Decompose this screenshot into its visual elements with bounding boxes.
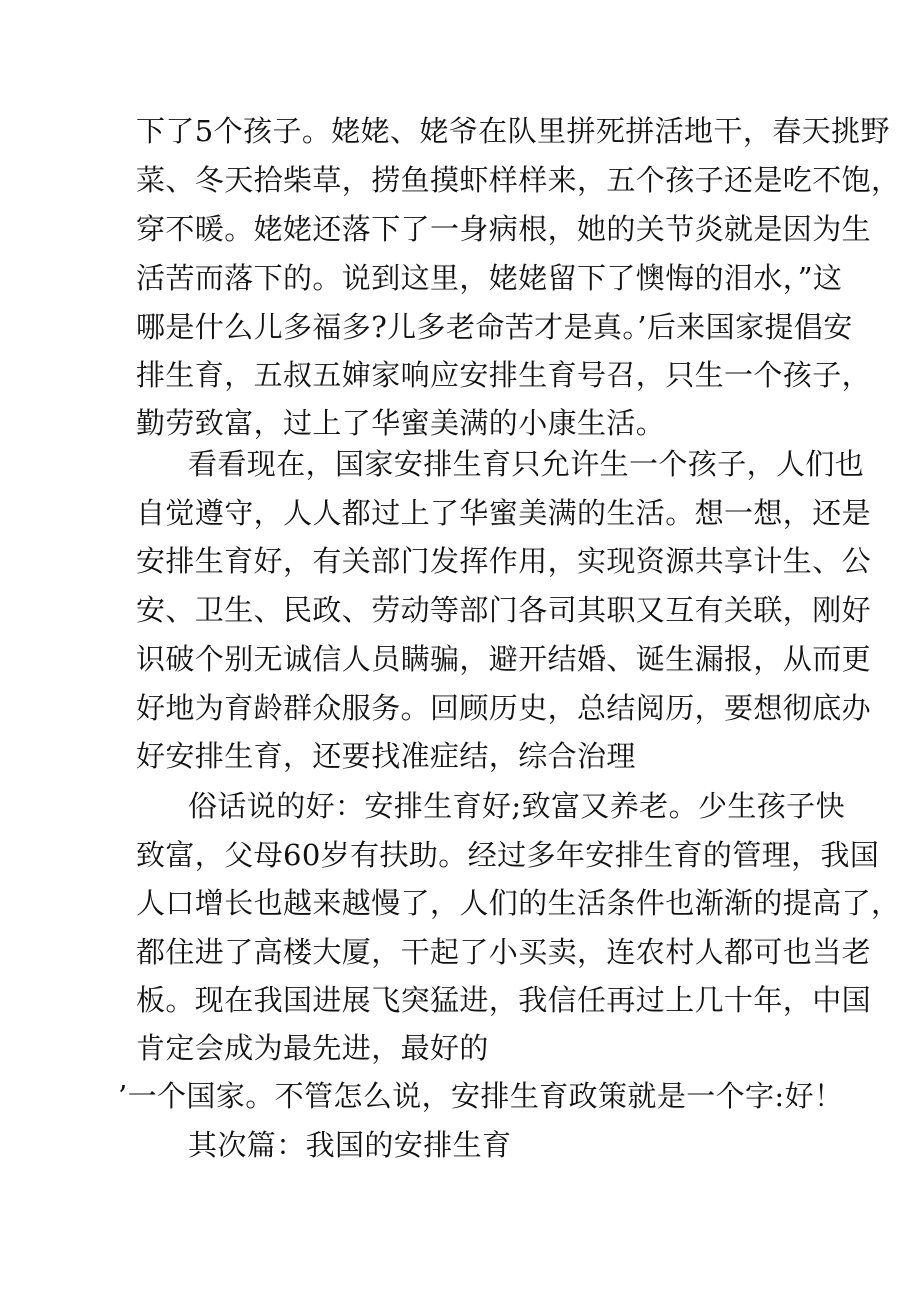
text-line: 致富，父母60岁有扶助。经过多年安排生育的管理，我国 [136, 838, 880, 872]
text-line: 下了5个孩子。姥姥、姥爷在队里拼死拼活地干，春天挑野 [136, 114, 890, 148]
text-line: 排生育，五叔五婶家响应安排生育号召，只生一个孩子， [136, 358, 872, 392]
section-title: 其次篇：我国的安排生育 [188, 1128, 512, 1162]
text-line: 哪是什么儿多福多?儿多老命苦才是真。’后来国家提倡安 [136, 310, 853, 344]
text-line: 好地为育龄群众服务。回顾历史，总结阅历，要想彻底办 [136, 691, 872, 725]
text-line: 菜、冬天拾柴草，捞鱼摸虾样样来，五个孩子还是吃不饱， [136, 163, 901, 197]
text-line: 看看现在，国家安排生育只允许生一个孩子，人们也 [188, 447, 865, 481]
text-line: 俗话说的好：安排生育好;致富又养老。少生孩子快 [188, 789, 845, 823]
text-line: 安排生育好，有关部门发挥作用，实现资源共享计生、公 [136, 544, 872, 578]
text-line: 好安排生育，还要找准症结，综合治理 [136, 739, 636, 773]
text-line: 勤劳致富，过上了华蜜美满的小康生活。 [136, 406, 666, 440]
text-line: 自觉遵守，人人都过上了华蜜美满的生活。想一想，还是 [136, 496, 872, 530]
text-line: 安、卫生、民政、劳动等部门各司其职又互有关联，刚好 [136, 593, 872, 627]
text-line: ’一个国家。不管怎么说，安排生育政策就是一个字:好！ [118, 1079, 844, 1113]
text-line: 活苦而落下的。说到这里，姥姥留下了懊悔的泪水，”这 [136, 261, 843, 295]
text-line: 识破个别无诚信人员瞒骗，避开结婚、诞生漏报，从而更 [136, 642, 872, 676]
text-line: 肯定会成为最先进，最好的 [136, 1031, 489, 1065]
text-line: 板。现在我国进展飞突猛进，我信任再过上几十年，中国 [136, 983, 872, 1017]
text-line: 人口增长也越来越慢了，人们的生活条件也渐渐的提高了， [136, 886, 901, 920]
text-line: 都住进了高楼大厦，干起了小买卖，连农村人都可也当老 [136, 935, 872, 969]
text-line: 穿不暖。姥姥还落下了一身病根，她的关节炎就是因为生 [136, 212, 872, 246]
